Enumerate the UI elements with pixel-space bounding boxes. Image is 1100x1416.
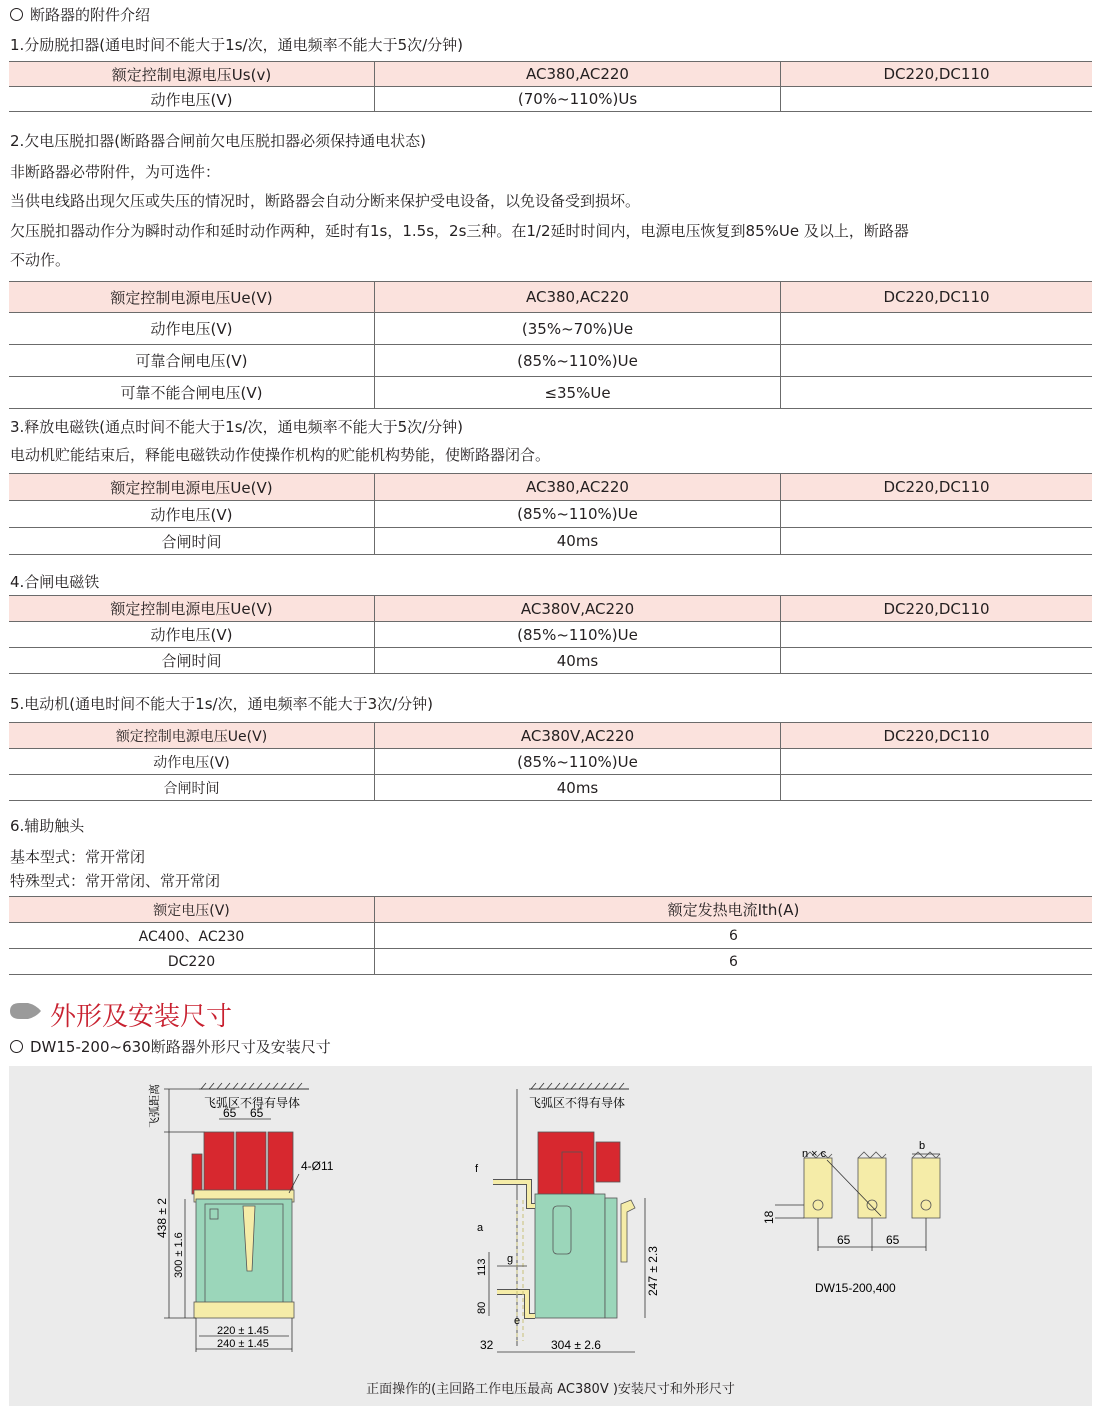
- s3-table: [9, 473, 1092, 555]
- table-row: [9, 501, 1092, 528]
- dim-80: 80: [476, 1301, 488, 1314]
- dim-300: 300 ± 1.6: [173, 1232, 185, 1278]
- table-cell: DC220,DC110: [781, 596, 1093, 622]
- table-cell: 合闸时间: [9, 528, 375, 555]
- table-cell: ≤35%Ue: [375, 377, 781, 409]
- s6-paragraph: 基本型式：常开常闭: [10, 848, 146, 866]
- table-row: [9, 313, 1092, 345]
- table-cell: 额定控制电源电压Ue(V): [9, 596, 375, 622]
- dim-220: 220 ± 1.45: [217, 1325, 269, 1337]
- s2-paragraph: 非断路器必带附件，为可选件：: [10, 163, 221, 181]
- table-row: [9, 749, 1092, 775]
- table-cell: [781, 528, 1093, 555]
- table-row: [9, 622, 1092, 648]
- table-cell: AC380V,AC220: [375, 596, 781, 622]
- dim-18: 18: [762, 1210, 776, 1224]
- table-cell: 合闸时间: [9, 775, 375, 801]
- table-cell: 6: [375, 949, 1093, 975]
- table-cell: 额定发热电流Ith(A): [375, 897, 1093, 923]
- arc-distance-label: 飞弧距离: [149, 1084, 161, 1128]
- dim-g: g: [507, 1253, 514, 1265]
- dimension-drawing-area: [9, 1066, 1092, 1406]
- s5-title: 5.电动机(通电时间不能大于1s/次，通电频率不能大于3次/分钟): [10, 695, 434, 713]
- table-cell: 动作电压(V): [9, 87, 375, 112]
- dim-304: 304 ± 2.6: [551, 1338, 601, 1352]
- dim-65-a: 65: [837, 1233, 851, 1247]
- table-row: [9, 949, 1092, 975]
- table-row: [9, 897, 1092, 923]
- table-cell: 动作电压(V): [9, 313, 375, 345]
- circle-bullet-icon: [10, 8, 23, 21]
- table-cell: [781, 622, 1093, 648]
- table-cell: 合闸时间: [9, 648, 375, 674]
- table-cell: (70%~110%)Us: [375, 87, 781, 112]
- table-row: [9, 377, 1092, 409]
- table-cell: 40ms: [375, 775, 781, 801]
- table-row: [9, 596, 1092, 622]
- dim-f: f: [475, 1163, 479, 1175]
- table-row: [9, 345, 1092, 377]
- table-cell: DC220,DC110: [781, 723, 1093, 749]
- table-cell: (85%~110%)Ue: [375, 622, 781, 648]
- table-cell: AC380V,AC220: [375, 723, 781, 749]
- circle-bullet-icon: [10, 1040, 23, 1053]
- s4-table: [9, 595, 1092, 674]
- table-cell: [781, 648, 1093, 674]
- s2-title: 2.欠电压脱扣器(断路器合闸前欠电压脱扣器必须保持通电状态): [10, 132, 427, 150]
- table-cell: DC220,DC110: [781, 474, 1093, 501]
- section-bullet-icon: [8, 1001, 42, 1021]
- dim-65-b: 65: [886, 1233, 900, 1247]
- s2-paragraph: 欠压脱扣器动作分为瞬时动作和延时动作两种，延时有1s，1.5s，2s三种。在1/2延时时间内，电源电压恢复到85%Ue 及以上，断路器: [10, 222, 909, 240]
- table-cell: DC220: [9, 949, 375, 975]
- table-row: [9, 723, 1092, 749]
- table-cell: (85%~110%)Ue: [375, 501, 781, 528]
- table-cell: (35%~70%)Ue: [375, 313, 781, 345]
- s6-table: [9, 896, 1092, 975]
- outline-subtitle-text: DW15-200~630断路器外形尺寸及安装尺寸: [30, 1038, 331, 1056]
- table-cell: 可靠不能合闸电压(V): [9, 377, 375, 409]
- table-cell: 额定控制电源电压Us(v): [9, 62, 375, 87]
- drawing-caption: 正面操作的(主回路工作电压最高 AC380V )安装尺寸和外形尺寸: [366, 1382, 735, 1397]
- outline-subtitle: [10, 1036, 331, 1057]
- table-cell: [781, 87, 1093, 112]
- table-cell: [781, 775, 1093, 801]
- table-row: [9, 282, 1092, 313]
- table-cell: 可靠合闸电压(V): [9, 345, 375, 377]
- table-row: [9, 474, 1092, 501]
- table-cell: [781, 501, 1093, 528]
- table-cell: 动作电压(V): [9, 501, 375, 528]
- dim-65-b: 65: [250, 1106, 264, 1120]
- s5-table: [9, 722, 1092, 801]
- table-cell: 6: [375, 923, 1093, 949]
- table-cell: AC400、AC230: [9, 923, 375, 949]
- dim-b: b: [919, 1140, 926, 1152]
- arc-zone-label: 飞弧区不得有导体: [204, 1096, 301, 1110]
- table-row: [9, 648, 1092, 674]
- table-cell: DC220,DC110: [781, 62, 1093, 87]
- accessories-title: 断路器的附件介绍: [30, 6, 151, 24]
- table-cell: DC220,DC110: [781, 282, 1093, 313]
- dim-113: 113: [476, 1258, 488, 1276]
- table-cell: 额定电压(V): [9, 897, 375, 923]
- outline-title: 外形及安装尺寸: [50, 1002, 233, 1032]
- table-cell: 40ms: [375, 648, 781, 674]
- terminal-detail-figure: [762, 1140, 940, 1295]
- s2-table: [9, 281, 1092, 409]
- s6-paragraph: 特殊型式：常开常闭、常开常闭: [10, 872, 221, 890]
- dim-a: a: [477, 1222, 484, 1234]
- table-cell: (85%~110%)Ue: [375, 749, 781, 775]
- s1-title: 1.分励脱扣器(通电时间不能大于1s/次，通电频率不能大于5次/分钟): [10, 36, 464, 54]
- table-cell: [781, 749, 1093, 775]
- s2-paragraph: 当供电线路出现欠压或失压的情况时，断路器会自动分断来保护受电设备，以免设备受到损坏。: [10, 192, 641, 210]
- s2-paragraph: 不动作。: [10, 251, 71, 269]
- dimension-drawings: [9, 1066, 1092, 1406]
- s6-title: 6.辅助触头: [10, 817, 85, 835]
- table-cell: 额定控制电源电压Ue(V): [9, 474, 375, 501]
- dim-240: 240 ± 1.45: [217, 1338, 269, 1350]
- arc-zone-label: 飞弧区不得有导体: [529, 1096, 626, 1110]
- s1-table: [9, 61, 1092, 112]
- table-cell: 动作电压(V): [9, 622, 375, 648]
- dim-32: 32: [480, 1338, 494, 1352]
- table-cell: 动作电压(V): [9, 749, 375, 775]
- dim-65-a: 65: [223, 1106, 237, 1120]
- table-cell: AC380,AC220: [375, 62, 781, 87]
- table-cell: AC380,AC220: [375, 282, 781, 313]
- table-cell: 40ms: [375, 528, 781, 555]
- table-row: [9, 87, 1092, 112]
- table-cell: [781, 377, 1093, 409]
- side-view-figure: [475, 1083, 660, 1352]
- table-cell: [781, 313, 1093, 345]
- table-cell: (85%~110%)Ue: [375, 345, 781, 377]
- front-view-figure: [148, 1083, 334, 1352]
- dim-e: e: [514, 1315, 521, 1327]
- table-row: [9, 62, 1092, 87]
- dim-438: 438 ± 2: [155, 1198, 169, 1238]
- table-row: [9, 923, 1092, 949]
- accessories-heading: [10, 4, 150, 25]
- table-cell: AC380,AC220: [375, 474, 781, 501]
- table-cell: 额定控制电源电压Ue(V): [9, 723, 375, 749]
- table-cell: [781, 345, 1093, 377]
- table-row: [9, 528, 1092, 555]
- table-row: [9, 775, 1092, 801]
- table-cell: 额定控制电源电压Ue(V): [9, 282, 375, 313]
- s4-title: 4.合闸电磁铁: [10, 573, 100, 591]
- s3-title: 3.释放电磁铁(通点时间不能大于1s/次，通电频率不能大于5次/分钟): [10, 418, 464, 436]
- dim-247: 247 ± 2.3: [646, 1246, 660, 1296]
- hole-label: 4-Ø11: [301, 1159, 334, 1173]
- model-label: DW15-200,400: [815, 1281, 896, 1295]
- dim-nxc: n × c: [802, 1148, 827, 1160]
- s3-paragraph: 电动机贮能结束后，释能电磁铁动作使操作机构的贮能机构势能，使断路器闭合。: [10, 446, 551, 464]
